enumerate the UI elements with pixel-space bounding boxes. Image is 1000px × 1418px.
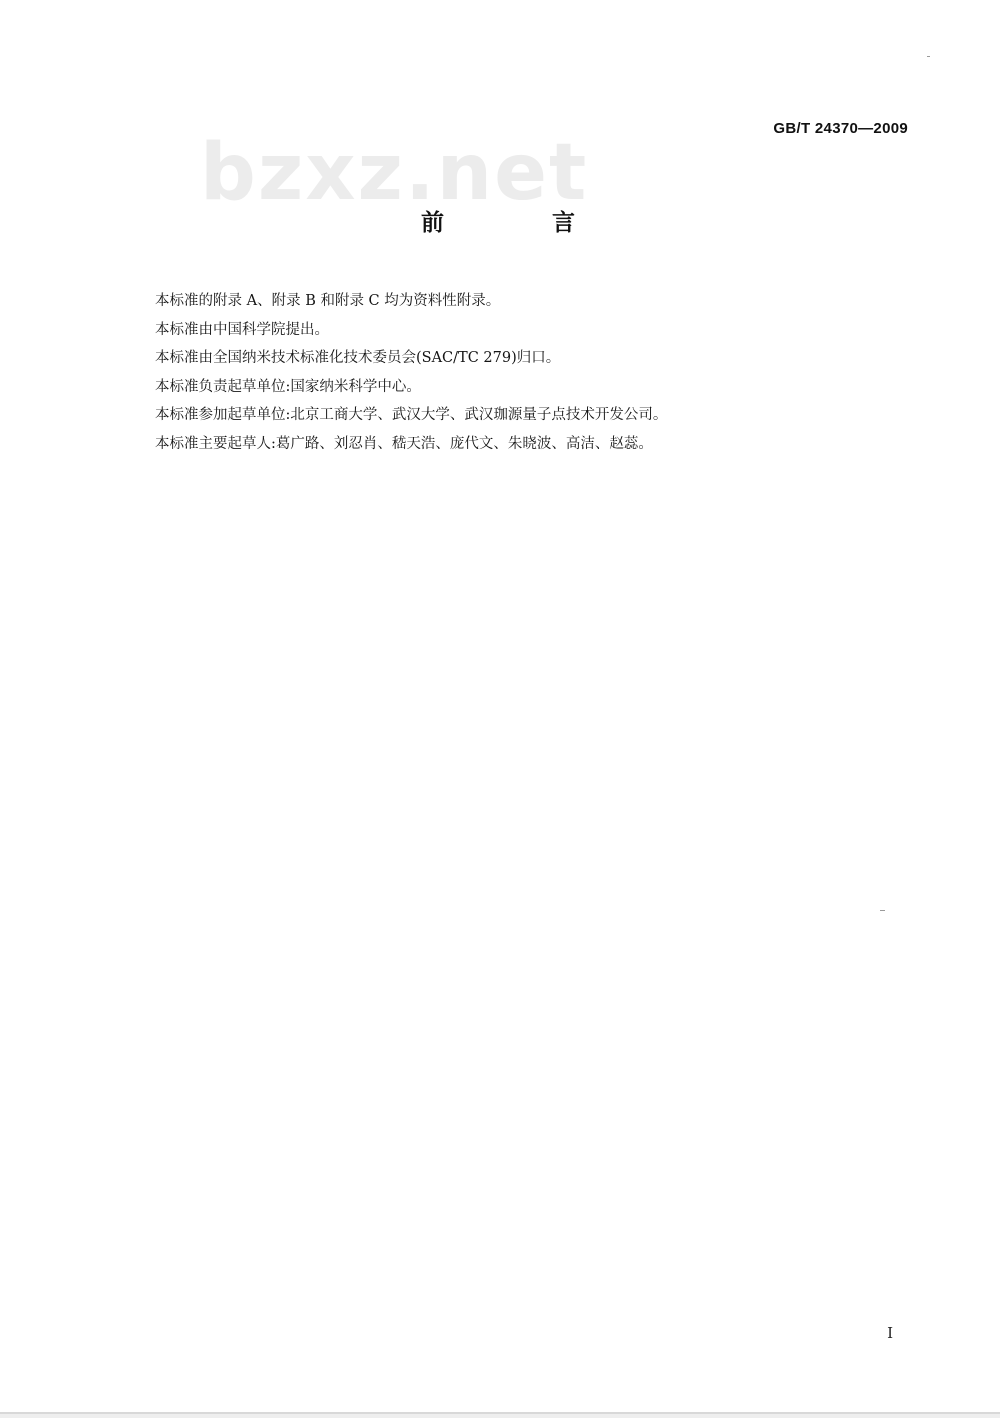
foreword-body xyxy=(155,287,875,459)
scan-speck xyxy=(927,56,930,57)
page-title: 前 言 xyxy=(420,210,625,236)
paragraph: 本标准参加起草单位:北京工商大学、武汉大学、武汉珈源量子点技术开发公司。 xyxy=(155,407,668,424)
scan-speck xyxy=(880,910,885,911)
paragraph: 本标准的附录 A、附录 B 和附录 C 均为资料性附录。 xyxy=(155,293,501,309)
paragraph: 本标准负责起草单位:国家纳米科学中心。 xyxy=(155,378,421,395)
paragraph: 本标准由中国科学院提出。 xyxy=(155,321,329,338)
paragraph: 本标准主要起草人:葛广路、刘忍肖、嵇天浩、庞代文、朱晓波、高洁、赵蕊。 xyxy=(155,435,653,452)
page-number: I xyxy=(887,1324,893,1342)
watermark: bzxz.net xyxy=(200,128,589,218)
standard-number: GB/T 24370—2009 xyxy=(773,120,908,137)
paragraph: 本标准由全国纳米技术标准化技术委员会(SAC/TC 279)归口。 xyxy=(155,350,561,367)
